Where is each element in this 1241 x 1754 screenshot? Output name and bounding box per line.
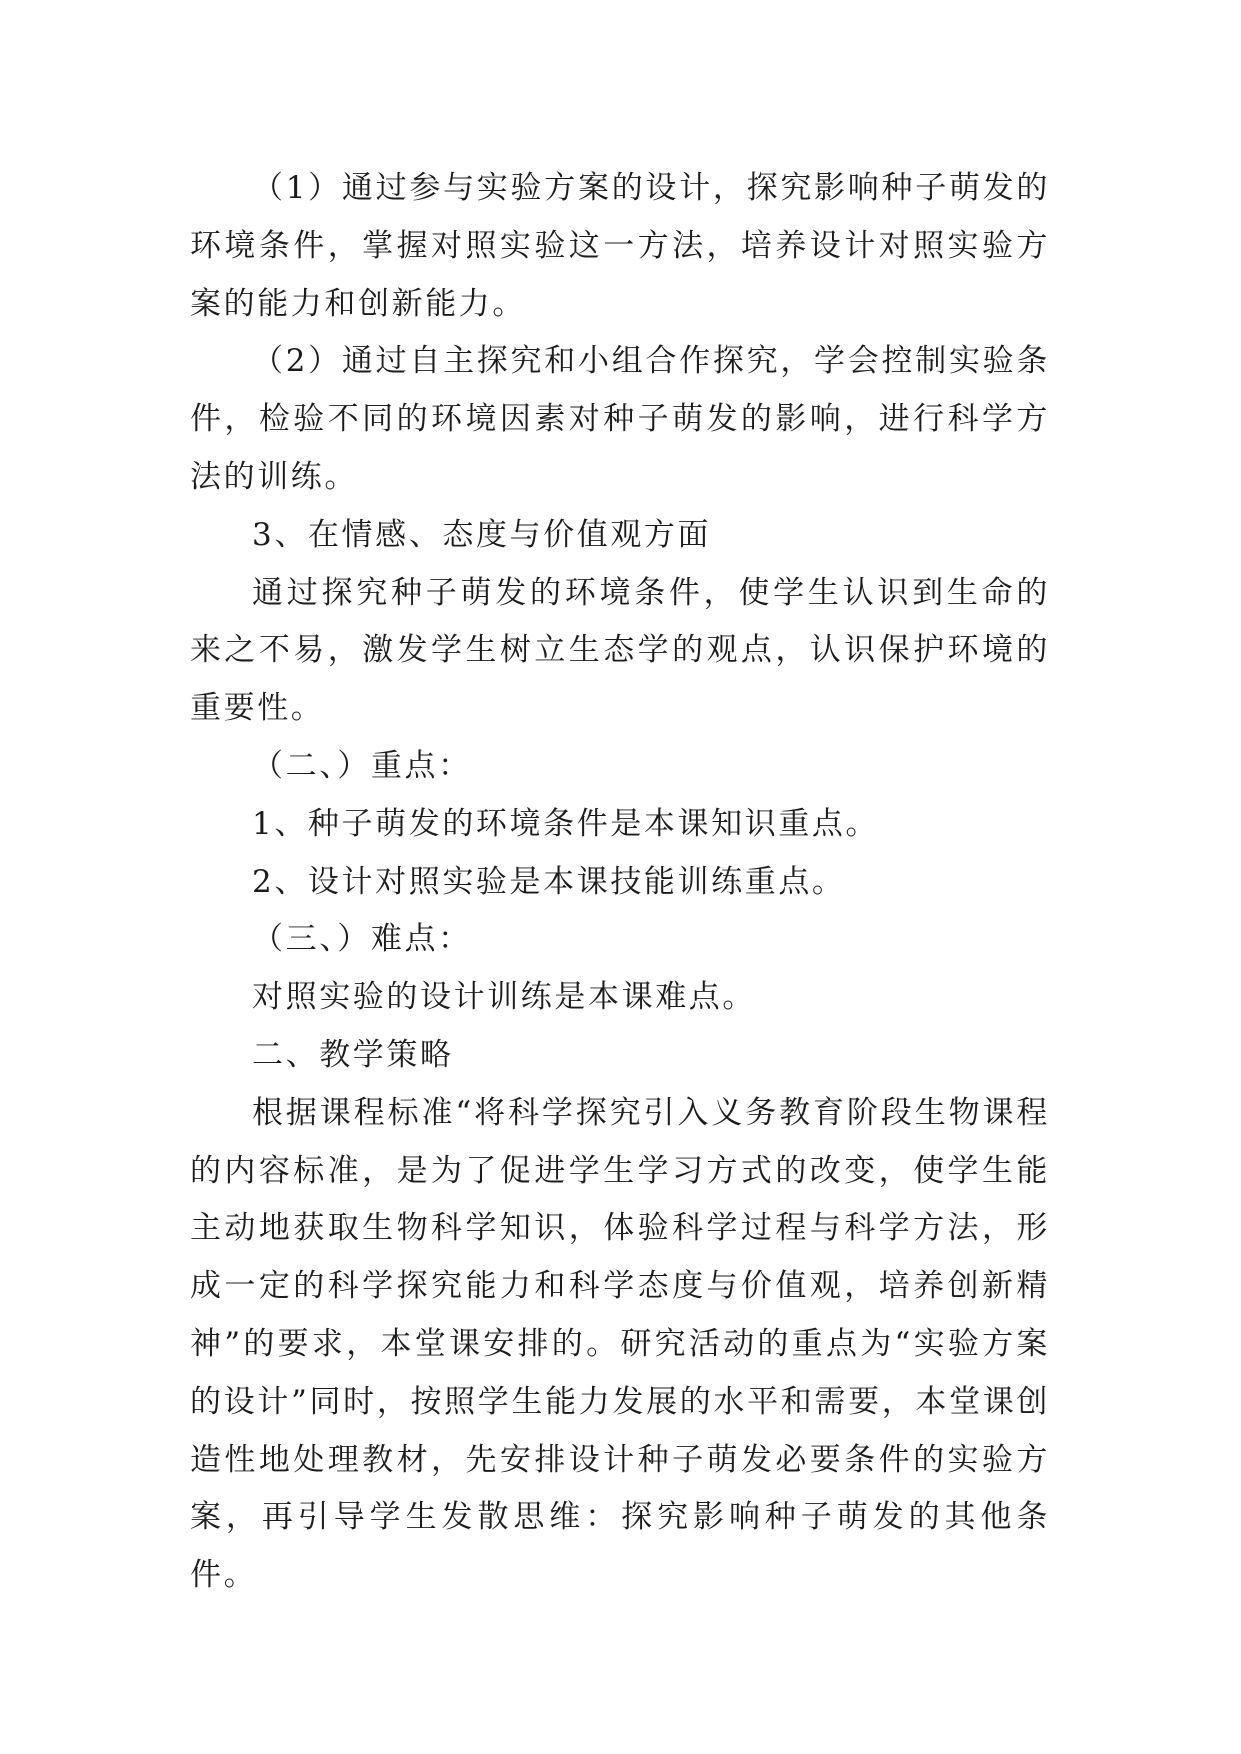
objective-paragraph-2: （2）通过自主探究和小组合作探究，学会控制实验条件，检验不同的环境因素对种子萌发的影响，进行科学方法的训练。 (190, 343, 1050, 495)
difficulty-paragraph: 对照实验的设计训练是本课难点。 (252, 979, 756, 1016)
objective-paragraph-1: （1）通过参与实验方案的设计，探究影响种子萌发的环境条件，掌握对照实验这一方法，培养设计对照实验方案的能力和创新能力。 (190, 170, 1050, 322)
section-heading-teaching-strategy: 二、教学策略 (252, 1036, 454, 1073)
key-point-2: 2、设计对照实验是本课技能训练重点。 (252, 863, 846, 900)
key-point-1: 1、种子萌发的环境条件是本课知识重点。 (252, 805, 880, 842)
document-body (190, 160, 1050, 1605)
section-heading-emotion-attitude-values: 3、在情感、态度与价值观方面 (252, 516, 712, 553)
emotion-paragraph: 通过探究种子萌发的环境条件，使学生认识到生命的来之不易，激发学生树立生态学的观点，认识保护环境的重要性。 (190, 574, 1050, 727)
section-heading-difficulties: （三、）难点： (252, 921, 472, 958)
teaching-strategy-paragraph: 根据课程标准“将科学探究引入义务教育阶段生物课程的内容标准，是为了促进学生学习方式的改变，使学生能主动地获取生物科学知识，体验科学过程与科学方法，形成一定的科学探究能力和科学态度与价值观，培养创新精神”的要求，本堂课安排的。研究活动的重点为“实验方案的设计”同时，按照学生能力发展的水平和需要，本堂课创造性地处理教材，先安排设计种子萌发必要条件的实验方案，再引导学生发散思维：探究影响种子萌发的其他条件。 (190, 1094, 1050, 1594)
section-heading-key-points: （二、）重点： (252, 747, 472, 784)
